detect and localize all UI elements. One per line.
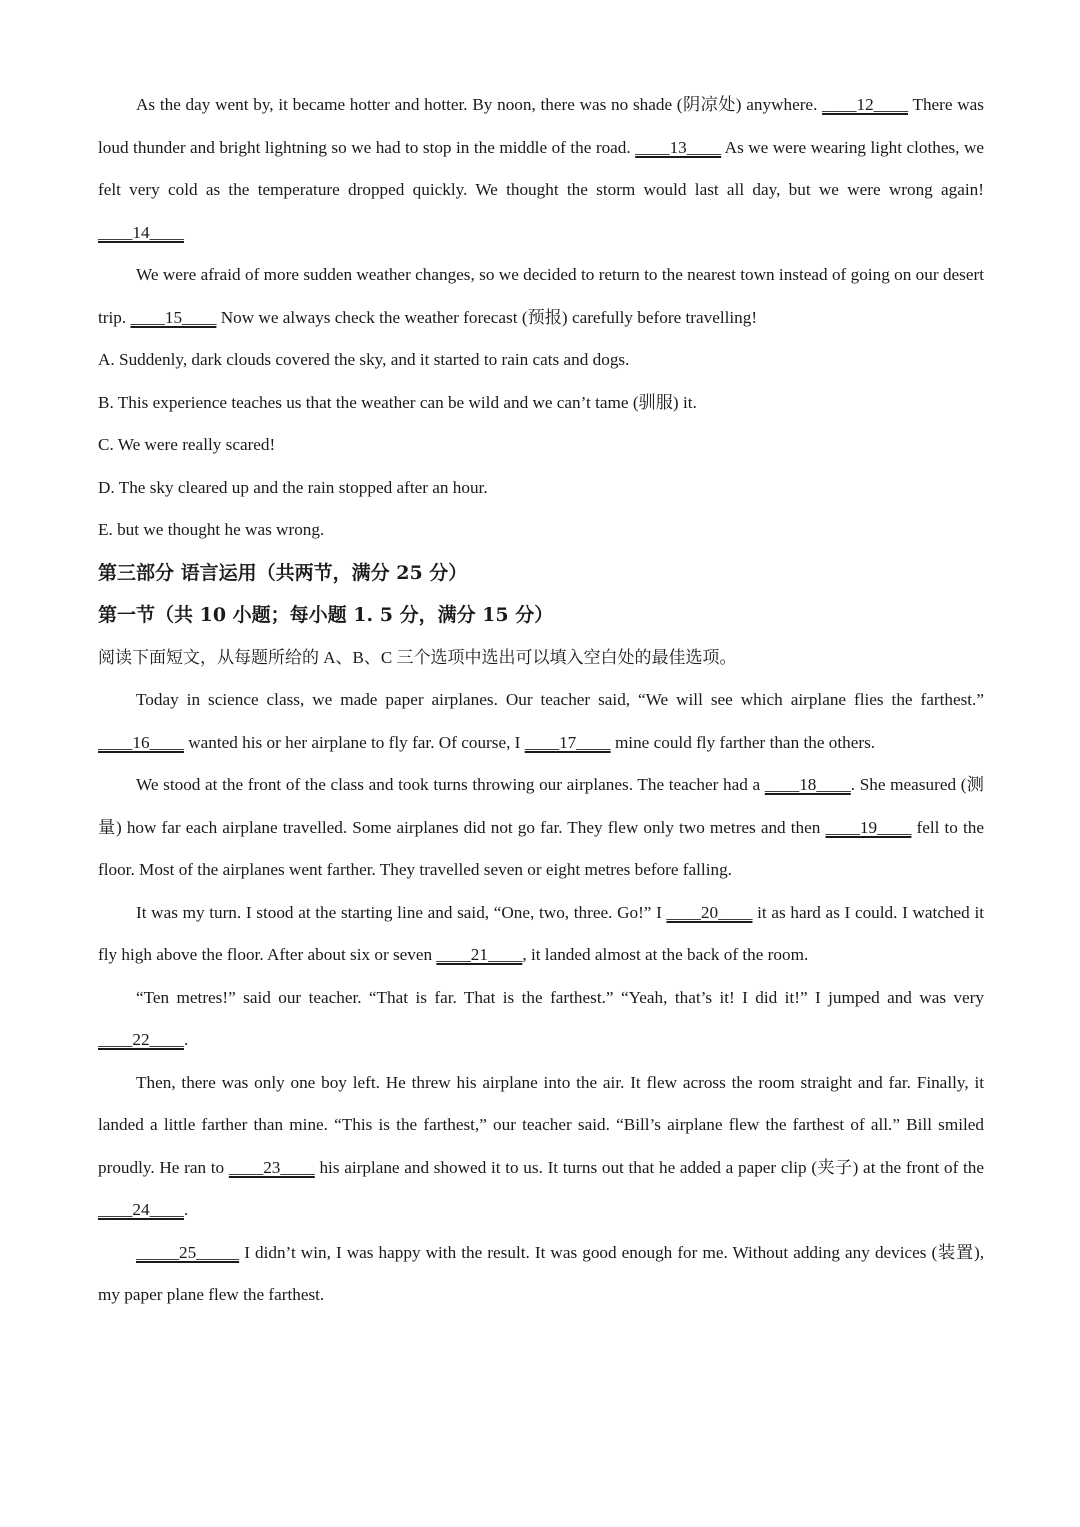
passage-text: . She measured (测量) how far each airplane travelled. Some airplanes did not go far. They flew only two metres and then bbox=[98, 775, 984, 837]
blank-16: ____16____ bbox=[98, 732, 184, 752]
passage-text: wanted his or her airplane to fly far. Of course, I bbox=[183, 732, 525, 752]
passage-a-paragraph-3 bbox=[98, 84, 984, 254]
passage-b-paragraph-3 bbox=[98, 892, 984, 977]
blank-21: ____21____ bbox=[436, 945, 523, 964]
passage-text: fell to the floor. Most of the airplanes went farther. They travelled seven or eight metres before falling. bbox=[98, 817, 984, 879]
passage-text: It was my turn. I stood at the starting line and said, “One, two, three. Go!” I bbox=[136, 902, 667, 922]
blank-15: ____15____ bbox=[130, 307, 217, 327]
blank-12: ____12____ bbox=[822, 95, 909, 114]
passage-text: Today in science class, we made paper airplanes. Our teacher said, “We will see which airplane flies the farthest.” bbox=[136, 690, 984, 709]
passage-text: I didn’t win, I was happy with the result. It was good enough for me. Without adding any devices (装置), my paper plane flew the farthest. bbox=[98, 1242, 984, 1304]
blank-14: ____14____ bbox=[98, 222, 184, 242]
passage-b-paragraph-1 bbox=[98, 679, 984, 764]
passage-text: . bbox=[183, 1200, 189, 1219]
passage-text: it as hard as I could. I watched it fly high above the floor. After about six or seven bbox=[98, 902, 984, 964]
option-a: A. Suddenly, dark clouds covered the sky, and it started to rain cats and dogs. bbox=[98, 350, 630, 369]
blank-20: ____20____ bbox=[666, 902, 753, 922]
document-page bbox=[98, 84, 984, 1317]
passage-b-paragraph-2 bbox=[98, 764, 984, 892]
passage-text: There was loud thunder and bright lightning so we had to stop in the middle of the road. bbox=[98, 95, 984, 157]
passage-text: As the day went by, it became hotter and hotter. By noon, there was no shade (阴凉处) anywhere. bbox=[136, 95, 823, 114]
passage-a-paragraph-4 bbox=[98, 254, 984, 339]
part-three-heading: 第三部分 语言运用（共两节，满分 25 分） bbox=[98, 561, 468, 584]
passage-text: , it landed almost at the back of the room. bbox=[522, 945, 809, 964]
passage-b-paragraph-6 bbox=[98, 1232, 984, 1317]
blank-25: _____25_____ bbox=[136, 1242, 240, 1262]
section-one-heading: 第一节（共 10 小题；每小题 1. 5 分，满分 15 分） bbox=[98, 604, 554, 626]
blank-18: ____18____ bbox=[764, 775, 851, 794]
passage-text: . bbox=[183, 1030, 189, 1049]
passage-text: Now we always check the weather forecast (预报) carefully before travelling! bbox=[216, 307, 758, 327]
passage-text: We stood at the front of the class and took turns throwing our airplanes. The teacher had a bbox=[136, 775, 765, 794]
blank-13: ____13____ bbox=[635, 137, 722, 157]
passage-text: “Ten metres!” said our teacher. “That is far. That is the farthest.” “Yeah, that’s it! I did it!” I jumped and was very bbox=[136, 987, 984, 1007]
option-d: D. The sky cleared up and the rain stopped after an hour. bbox=[98, 477, 488, 497]
option-c: C. We were really scared! bbox=[98, 435, 276, 454]
blank-19: ____19____ bbox=[825, 817, 912, 837]
blank-24: ____24____ bbox=[98, 1200, 184, 1219]
blank-17: ____17____ bbox=[524, 732, 611, 752]
passage-b-paragraph-5 bbox=[98, 1062, 984, 1232]
passage-text: Then, there was only one boy left. He threw his airplane into the air. It flew across the room straight and far. Finally, it landed a little farther than mine. “This is the farthest,” our teacher said. “Bill’s airplane flew the farthest of all.” Bill smiled proudly. He ran to bbox=[98, 1072, 984, 1177]
passage-text: mine could fly farther than the others. bbox=[610, 732, 876, 752]
passage-text: We were afraid of more sudden weather changes, so we decided to return to the nearest town instead of going on our desert trip. bbox=[98, 265, 984, 327]
passage-b-paragraph-4 bbox=[98, 977, 984, 1062]
blank-22: ____22____ bbox=[98, 1030, 184, 1049]
section-instruction: 阅读下面短文，从每题所给的 A、B、C 三个选项中选出可以填入空白处的最佳选项。 bbox=[98, 647, 737, 667]
passage-text: As we were wearing light clothes, we felt very cold as the temperature dropped quickly. We thought the storm would last all day, but we were wrong again! bbox=[98, 137, 984, 199]
blank-23: ____23____ bbox=[228, 1157, 315, 1177]
option-e: E. but we thought he was wrong. bbox=[98, 520, 325, 539]
option-b: B. This experience teaches us that the weather can be wild and we can’t tame (驯服) it. bbox=[98, 392, 697, 412]
passage-text: his airplane and showed it to us. It turns out that he added a paper clip (夹子) at the front of the bbox=[314, 1157, 984, 1177]
